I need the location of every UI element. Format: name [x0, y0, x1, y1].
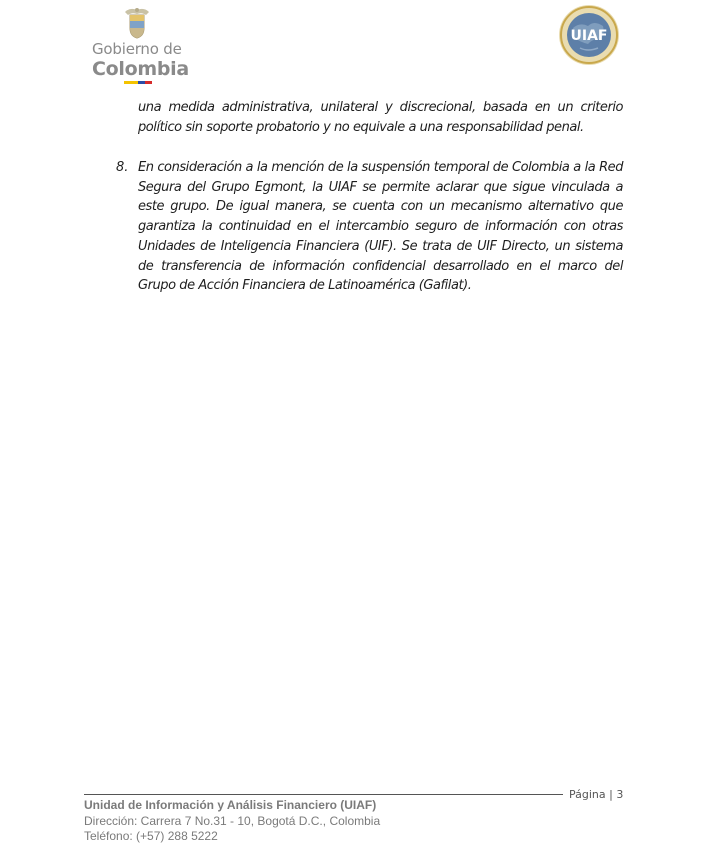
- gov-logo-line1: Gobierno de: [92, 40, 182, 58]
- colombia-coat-of-arms-icon: [122, 6, 152, 40]
- gobierno-de-colombia-logo: [92, 6, 187, 86]
- footer-phone: Teléfono: (+57) 288 5222: [84, 829, 218, 843]
- uiaf-seal-globe-icon: [558, 4, 620, 66]
- footer-organization: Unidad de Información y Análisis Financiero (UIAF): [84, 798, 377, 812]
- list-item-number: 8.: [116, 160, 129, 175]
- list-item-text: En consideración a la mención de la suspensión temporal de Colombia a la Red Segura del Grupo Egmont, la UIAF se permite aclarar que sigue vinculada a este grupo. De igual manera, se cuenta con un mecanismo alternativo que garantiza la continuidad en el intercambio seguro de información con otras Unidades de Inteligencia Financiera (UIF). Se trata de UIF Directo, un sistema de transferencia de información confidencial desarrollado en el marco del Grupo de Acción Financiera de Latinoamérica (Gafilat).: [138, 160, 623, 294]
- page-header: [0, 0, 723, 90]
- gov-logo-line2: Colombia: [92, 58, 189, 80]
- footer-divider: [84, 794, 563, 795]
- page-number: Página | 3: [569, 788, 624, 801]
- uiaf-seal-logo: [558, 4, 620, 66]
- paragraph-continuation: una medida administrativa, unilateral y discrecional, basada en un criterio político sin soporte probatorio y no equivale a una responsabilidad penal.: [138, 100, 623, 135]
- colombia-flag-bar: [124, 81, 152, 84]
- footer-address: Dirección: Carrera 7 No.31 - 10, Bogotá D.C., Colombia: [84, 814, 381, 828]
- uiaf-seal-text: UIAF: [570, 28, 608, 44]
